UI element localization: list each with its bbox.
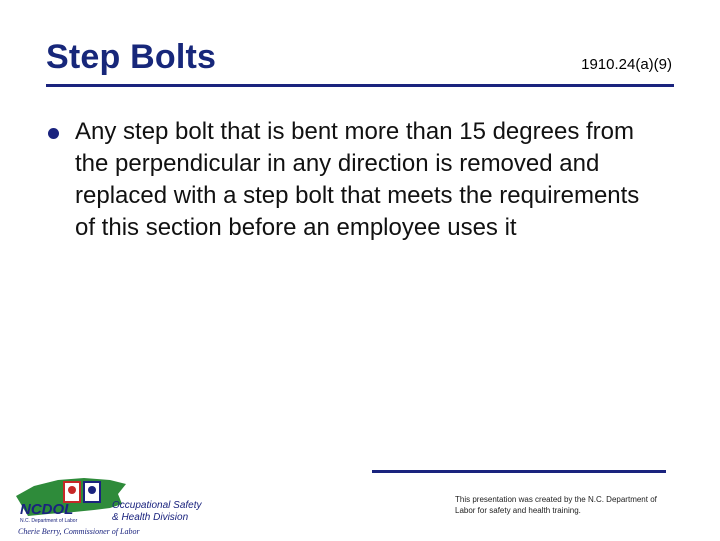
ncdol-logo-graphic <box>14 470 214 536</box>
footer-note: This presentation was created by the N.C. Department of Labor for safety and health training. <box>455 495 657 515</box>
bullet-text: Any step bolt that is bent more than 15 degrees from the perpendicular in any direction is removed and replaced with a step bolt that meets the requirements of this section before an employee uses it <box>75 118 640 241</box>
division-line-1: Occupational Safety <box>112 500 202 511</box>
bullet-icon <box>48 128 59 139</box>
slide-title: Step Bolts <box>46 38 217 76</box>
division-line-2: & Health Division <box>112 512 189 523</box>
agency-acronym: NCDOL <box>20 501 74 518</box>
footer-divider <box>372 470 666 473</box>
bullet-item <box>48 116 678 244</box>
title-divider <box>46 84 674 87</box>
ncdol-logo <box>14 470 214 536</box>
standard-reference: 1910.24(a)(9) <box>581 56 672 73</box>
agency-subtitle: N.C. Department of Labor <box>20 518 78 524</box>
commissioner-line: Cherie Berry, Commissioner of Labor <box>18 527 140 536</box>
